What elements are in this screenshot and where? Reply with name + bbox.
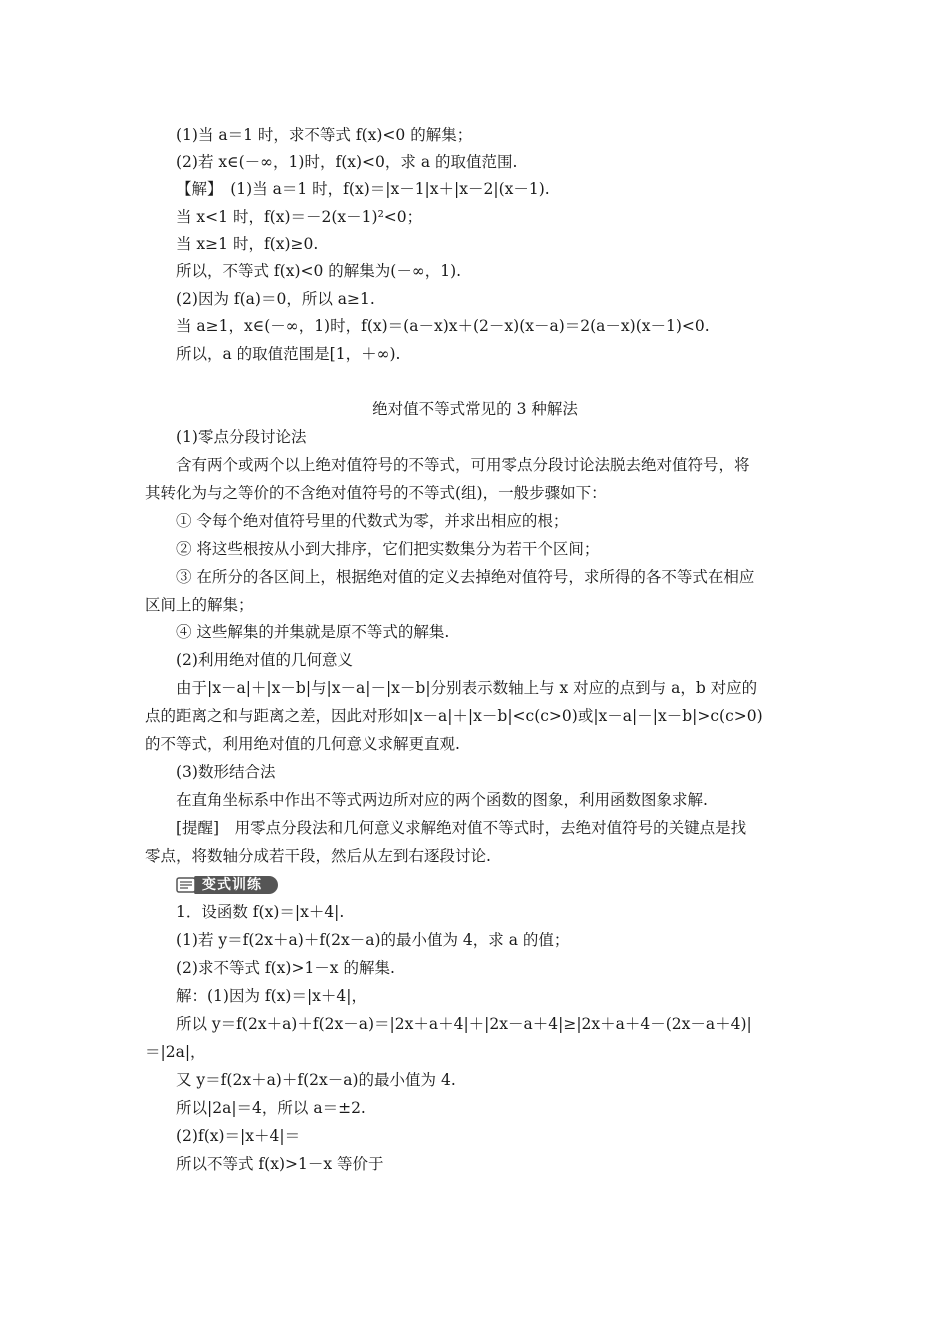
text-line: 其转化为与之等价的不含绝对值符号的不等式(组)，一般步骤如下： xyxy=(145,484,607,502)
text-line: 1．设函数 f(x)＝|x＋4|. xyxy=(176,903,345,921)
text-line: 所以不等式 f(x)>1－x 等价于 xyxy=(176,1155,384,1173)
text-line: (2)因为 f(a)＝0，所以 a≥1. xyxy=(176,290,375,308)
text-line: 所以|2a|＝4，所以 a＝±2. xyxy=(176,1099,366,1117)
text-line: (2)求不等式 f(x)>1－x 的解集. xyxy=(176,959,395,977)
text-line: ＝|2a|， xyxy=(145,1043,206,1061)
text-line: 区间上的解集； xyxy=(145,596,254,614)
badge-label: 变式训练 xyxy=(202,877,262,893)
text-line: 当 a≥1，x∈(－∞，1)时，f(x)＝(a－x)x＋(2－x)(x－a)＝2(a－x)(x－1)<0. xyxy=(176,317,710,335)
text-line: 所以，a 的取值范围是[1，＋∞). xyxy=(176,345,401,363)
text-line: [提醒] 用零点分段法和几何意义求解绝对值不等式时，去绝对值符号的关键点是找 xyxy=(176,819,747,837)
text-line: (2)若 x∈(－∞，1)时，f(x)<0，求 a 的取值范围. xyxy=(176,153,518,171)
text-line: 当 x<1 时，f(x)＝－2(x－1)²<0； xyxy=(176,208,423,226)
text-line: (3)数形结合法 xyxy=(176,763,276,781)
text-line: (1)当 a＝1 时，求不等式 f(x)<0 的解集； xyxy=(176,126,473,144)
text-line: 含有两个或两个以上绝对值符号的不等式，可用零点分段讨论法脱去绝对值符号，将 xyxy=(176,456,750,474)
text-line: (2)利用绝对值的几何意义 xyxy=(176,651,353,669)
text-line: 【解】 (1)当 a＝1 时，f(x)＝|x－1|x＋|x－2|(x－1). xyxy=(176,180,550,198)
book-icon xyxy=(176,876,196,894)
text-line: 由于|x－a|＋|x－b|与|x－a|－|x－b|分别表示数轴上与 x 对应的点到与 a，b 对应的 xyxy=(176,679,758,697)
text-line: 零点，将数轴分成若干段，然后从左到右逐段讨论. xyxy=(145,847,491,865)
text-line: 在直角坐标系中作出不等式两边所对应的两个函数的图象，利用函数图象求解. xyxy=(176,791,708,809)
text-line: 所以，不等式 f(x)<0 的解集为(－∞，1). xyxy=(176,262,462,280)
text-line: ② 将这些根按从小到大排序，它们把实数集分为若干个区间； xyxy=(176,540,600,558)
exercise-badge xyxy=(176,875,280,895)
text-line: 的不等式，利用绝对值的几何意义求解更直观. xyxy=(145,735,460,753)
text-line: ④ 这些解集的并集就是原不等式的解集. xyxy=(176,623,450,641)
text-line: 解：(1)因为 f(x)＝|x＋4|， xyxy=(176,987,368,1005)
text-line: 所以 y＝f(2x＋a)＋f(2x－a)＝|2x＋a＋4|＋|2x－a＋4|≥|2x＋a＋4－(2x－a＋4)| xyxy=(176,1015,752,1033)
text-line: 点的距离之和与距离之差，因此对形如|x－a|＋|x－b|<c(c>0)或|x－a|－|x－b|>c(c>0) xyxy=(145,707,763,725)
text-line: 当 x≥1 时，f(x)≥0. xyxy=(176,235,319,253)
text-line: (1)若 y＝f(2x＋a)＋f(2x－a)的最小值为 4，求 a 的值； xyxy=(176,931,570,949)
text-line: (1)零点分段讨论法 xyxy=(176,428,307,446)
section-title: 绝对值不等式常见的 3 种解法 xyxy=(372,400,578,418)
text-line: ③ 在所分的各区间上，根据绝对值的定义去掉绝对值符号，求所得的各不等式在相应 xyxy=(176,568,755,586)
text-line: (2)f(x)＝|x＋4|＝ xyxy=(176,1127,301,1145)
text-line: 又 y＝f(2x＋a)＋f(2x－a)的最小值为 4. xyxy=(176,1071,456,1089)
text-line: ① 令每个绝对值符号里的代数式为零，并求出相应的根； xyxy=(176,512,569,530)
